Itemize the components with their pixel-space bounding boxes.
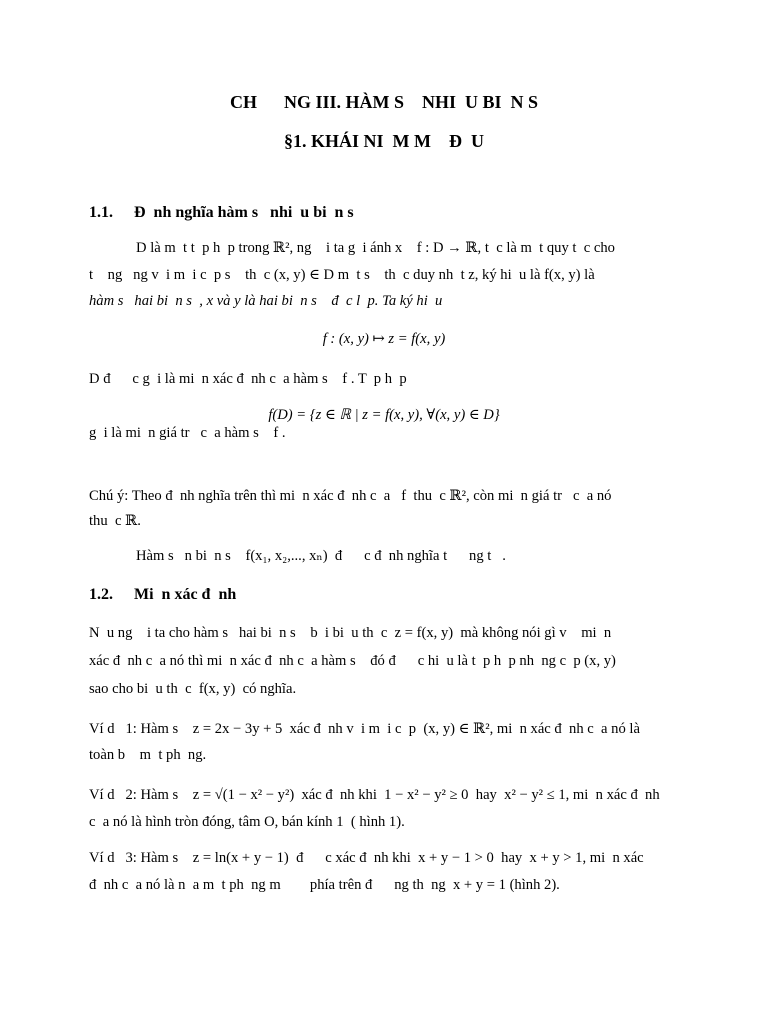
domain-paragraph-line-3: sao cho bi u th c f(x, y) có nghĩa.: [89, 681, 297, 697]
domain-paragraph-line-2: xác đ nh c a nó thì mi n xác đ nh c a hàm s đó đ c hi u là t p h p nh ng c p (x, y): [89, 653, 616, 669]
note-line-1: Chú ý: Theo đ nh nghĩa trên thì mi n xác đ nh c a f thu c ℝ², còn mi n giá tr c a nó: [89, 488, 612, 504]
subsection-heading-1-2: Mi n xác đ nh: [134, 586, 237, 603]
chapter-title: CH NG III. HÀM S NHI U BI N S: [229, 92, 539, 112]
range-definition: g i là mi n giá tr c a hàm s f .: [89, 425, 286, 441]
example-2-line-2: c a nó là hình tròn đóng, tâm O, bán kính 1 ( hình 1).: [89, 814, 405, 830]
example-3-line-1: Ví d 3: Hàm s z = ln(x + y − 1) đ c xác đ nh khi x + y − 1 > 0 hay x + y > 1, mi n xác: [89, 850, 644, 866]
domain-paragraph-line-1: N u ng i ta cho hàm s hai bi n s b i bi u th c z = f(x, y) mà không nói gì v mi n: [89, 625, 612, 641]
definition-line-1: D là m t t p h p trong ℝ², ng i ta g i ánh x f : D → ℝ, t c là m t quy t c cho: [136, 240, 615, 256]
example-3-line-2: đ nh c a nó là n a m t ph ng m phía trên đ ng th ng x + y = 1 (hình 2).: [89, 877, 560, 893]
example-1-line-2: toàn b m t ph ng.: [89, 747, 207, 763]
section-title: §1. KHÁI NI M M Đ U: [284, 131, 484, 151]
formula-range-set: f(D) = {z ∈ ℝ | z = f(x, y), ∀(x, y) ∈ D}: [268, 407, 500, 423]
subsection-number-1-1: 1.1.: [89, 204, 113, 221]
note-line-2: thu c ℝ.: [89, 513, 141, 529]
definition-line-2: t ng ng v i m i c p s th c (x, y) ∈ D m t s th c duy nh t z, ký hi u là f(x, y) là: [89, 267, 595, 283]
example-2-line-1: Ví d 2: Hàm s z = √(1 − x² − y²) xác đ nh khi 1 − x² − y² ≥ 0 hay x² − y² ≤ 1, mi n xác đ nh: [89, 787, 660, 803]
subsection-heading-1-1: Đ nh nghĩa hàm s nhi u bi n s: [134, 204, 354, 221]
n-variable-function-line: Hàm s n bi n s f(x₁, x₂,..., xₙ) đ c đ nh nghĩa t ng t .: [136, 548, 506, 564]
formula-mapping: f : (x, y) ↦ z = f(x, y): [322, 331, 446, 347]
domain-definition: D đ c g i là mi n xác đ nh c a hàm s f . T p h p: [89, 371, 407, 387]
definition-line-3: hàm s hai bi n s , x và y là hai bi n s đ c l p. Ta ký hi u: [89, 293, 443, 309]
subsection-number-1-2: 1.2.: [89, 586, 113, 603]
example-1-line-1: Ví d 1: Hàm s z = 2x − 3y + 5 xác đ nh v i m i c p (x, y) ∈ ℝ², mi n xác đ nh c a nó là: [89, 721, 640, 737]
